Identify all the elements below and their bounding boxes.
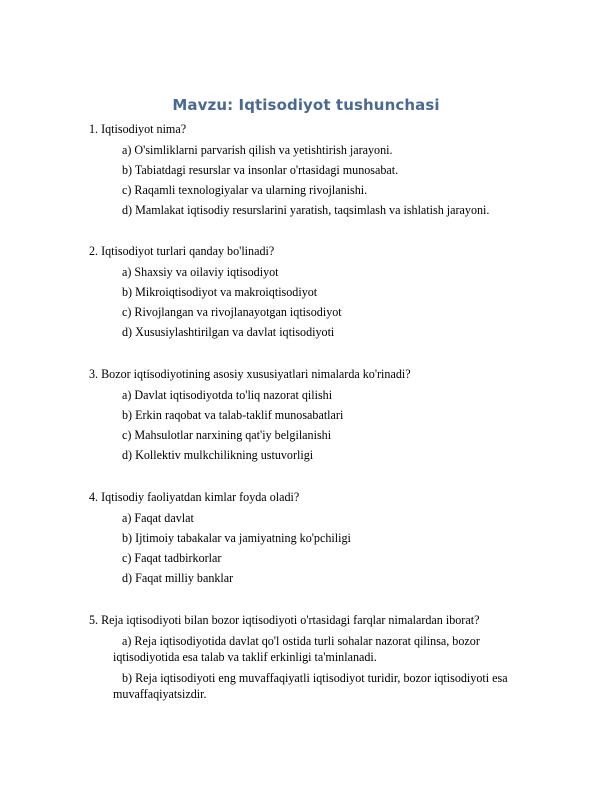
question-4: 4. Iqtisodiy faoliyatdan kimlar foyda oladi? [89, 490, 300, 504]
question-1-option-b: b) Tabiatdagi resurslar va insonlar o'rtasidagi munosabat. [122, 163, 399, 177]
question-5: 5. Reja iqtisodiyoti bilan bozor iqtisodiyoti o'rtasidagi farqlar nimalardan iborat? [89, 613, 480, 627]
question-4-option-a: a) Faqat davlat [122, 511, 194, 525]
question-5-option-b: b) Reja iqtisodiyoti eng muvaffaqiyatli iqtisodiyot turidir, bozor iqtisodiyoti esa muvaffaqiyatsizdir. [113, 671, 508, 701]
question-2: 2. Iqtisodiyot turlari qanday bo'linadi? [89, 244, 275, 258]
question-4-option-b: b) Ijtimoiy tabakalar va jamiyatning ko'pchiligi [122, 531, 351, 545]
question-2-option-b: b) Mikroiqtisodiyot va makroiqtisodiyot [122, 285, 318, 299]
question-2-option-c: c) Rivojlangan va rivojlanayotgan iqtisodiyot [122, 305, 342, 319]
question-4-option-c: c) Faqat tadbirkorlar [122, 551, 222, 565]
question-4-option-d: d) Faqat milliy banklar [122, 571, 234, 585]
question-5-option-a: a) Reja iqtisodiyotida davlat qo'l ostida turli sohalar nazorat qilinsa, bozor iqtisodiyotida esa talab va taklif erkinligi ta'minlanadi. [113, 634, 480, 664]
question-1-option-d: d) Mamlakat iqtisodiy resurslarini yaratish, taqsimlash va ishlatish jarayoni. [122, 203, 490, 217]
question-2-option-a: a) Shaxsiy va oilaviy iqtisodiyot [122, 265, 279, 279]
question-1-option-a: a) O'simliklarni parvarish qilish va yetishtirish jarayoni. [122, 143, 393, 157]
question-1: 1. Iqtisodiyot nima? [89, 122, 187, 136]
question-3-option-a: a) Davlat iqtisodiyotda to'liq nazorat qilishi [122, 388, 333, 402]
question-1-option-c: c) Raqamli texnologiyalar va ularning rivojlanishi. [122, 183, 368, 197]
question-3-option-c: c) Mahsulotlar narxining qat'iy belgilanishi [122, 428, 332, 442]
question-3-option-d: d) Kollektiv mulkchilikning ustuvorligi [122, 448, 314, 462]
question-3-option-b: b) Erkin raqobat va talab-taklif munosabatlari [122, 408, 344, 422]
page-title: Mavzu: Iqtisodiyot tushunchasi [172, 96, 440, 114]
question-3: 3. Bozor iqtisodiyotining asosiy xususiyatlari nimalarda ko'rinadi? [89, 367, 411, 381]
question-2-option-d: d) Xususiylashtirilgan va davlat iqtisodiyoti [122, 325, 335, 339]
